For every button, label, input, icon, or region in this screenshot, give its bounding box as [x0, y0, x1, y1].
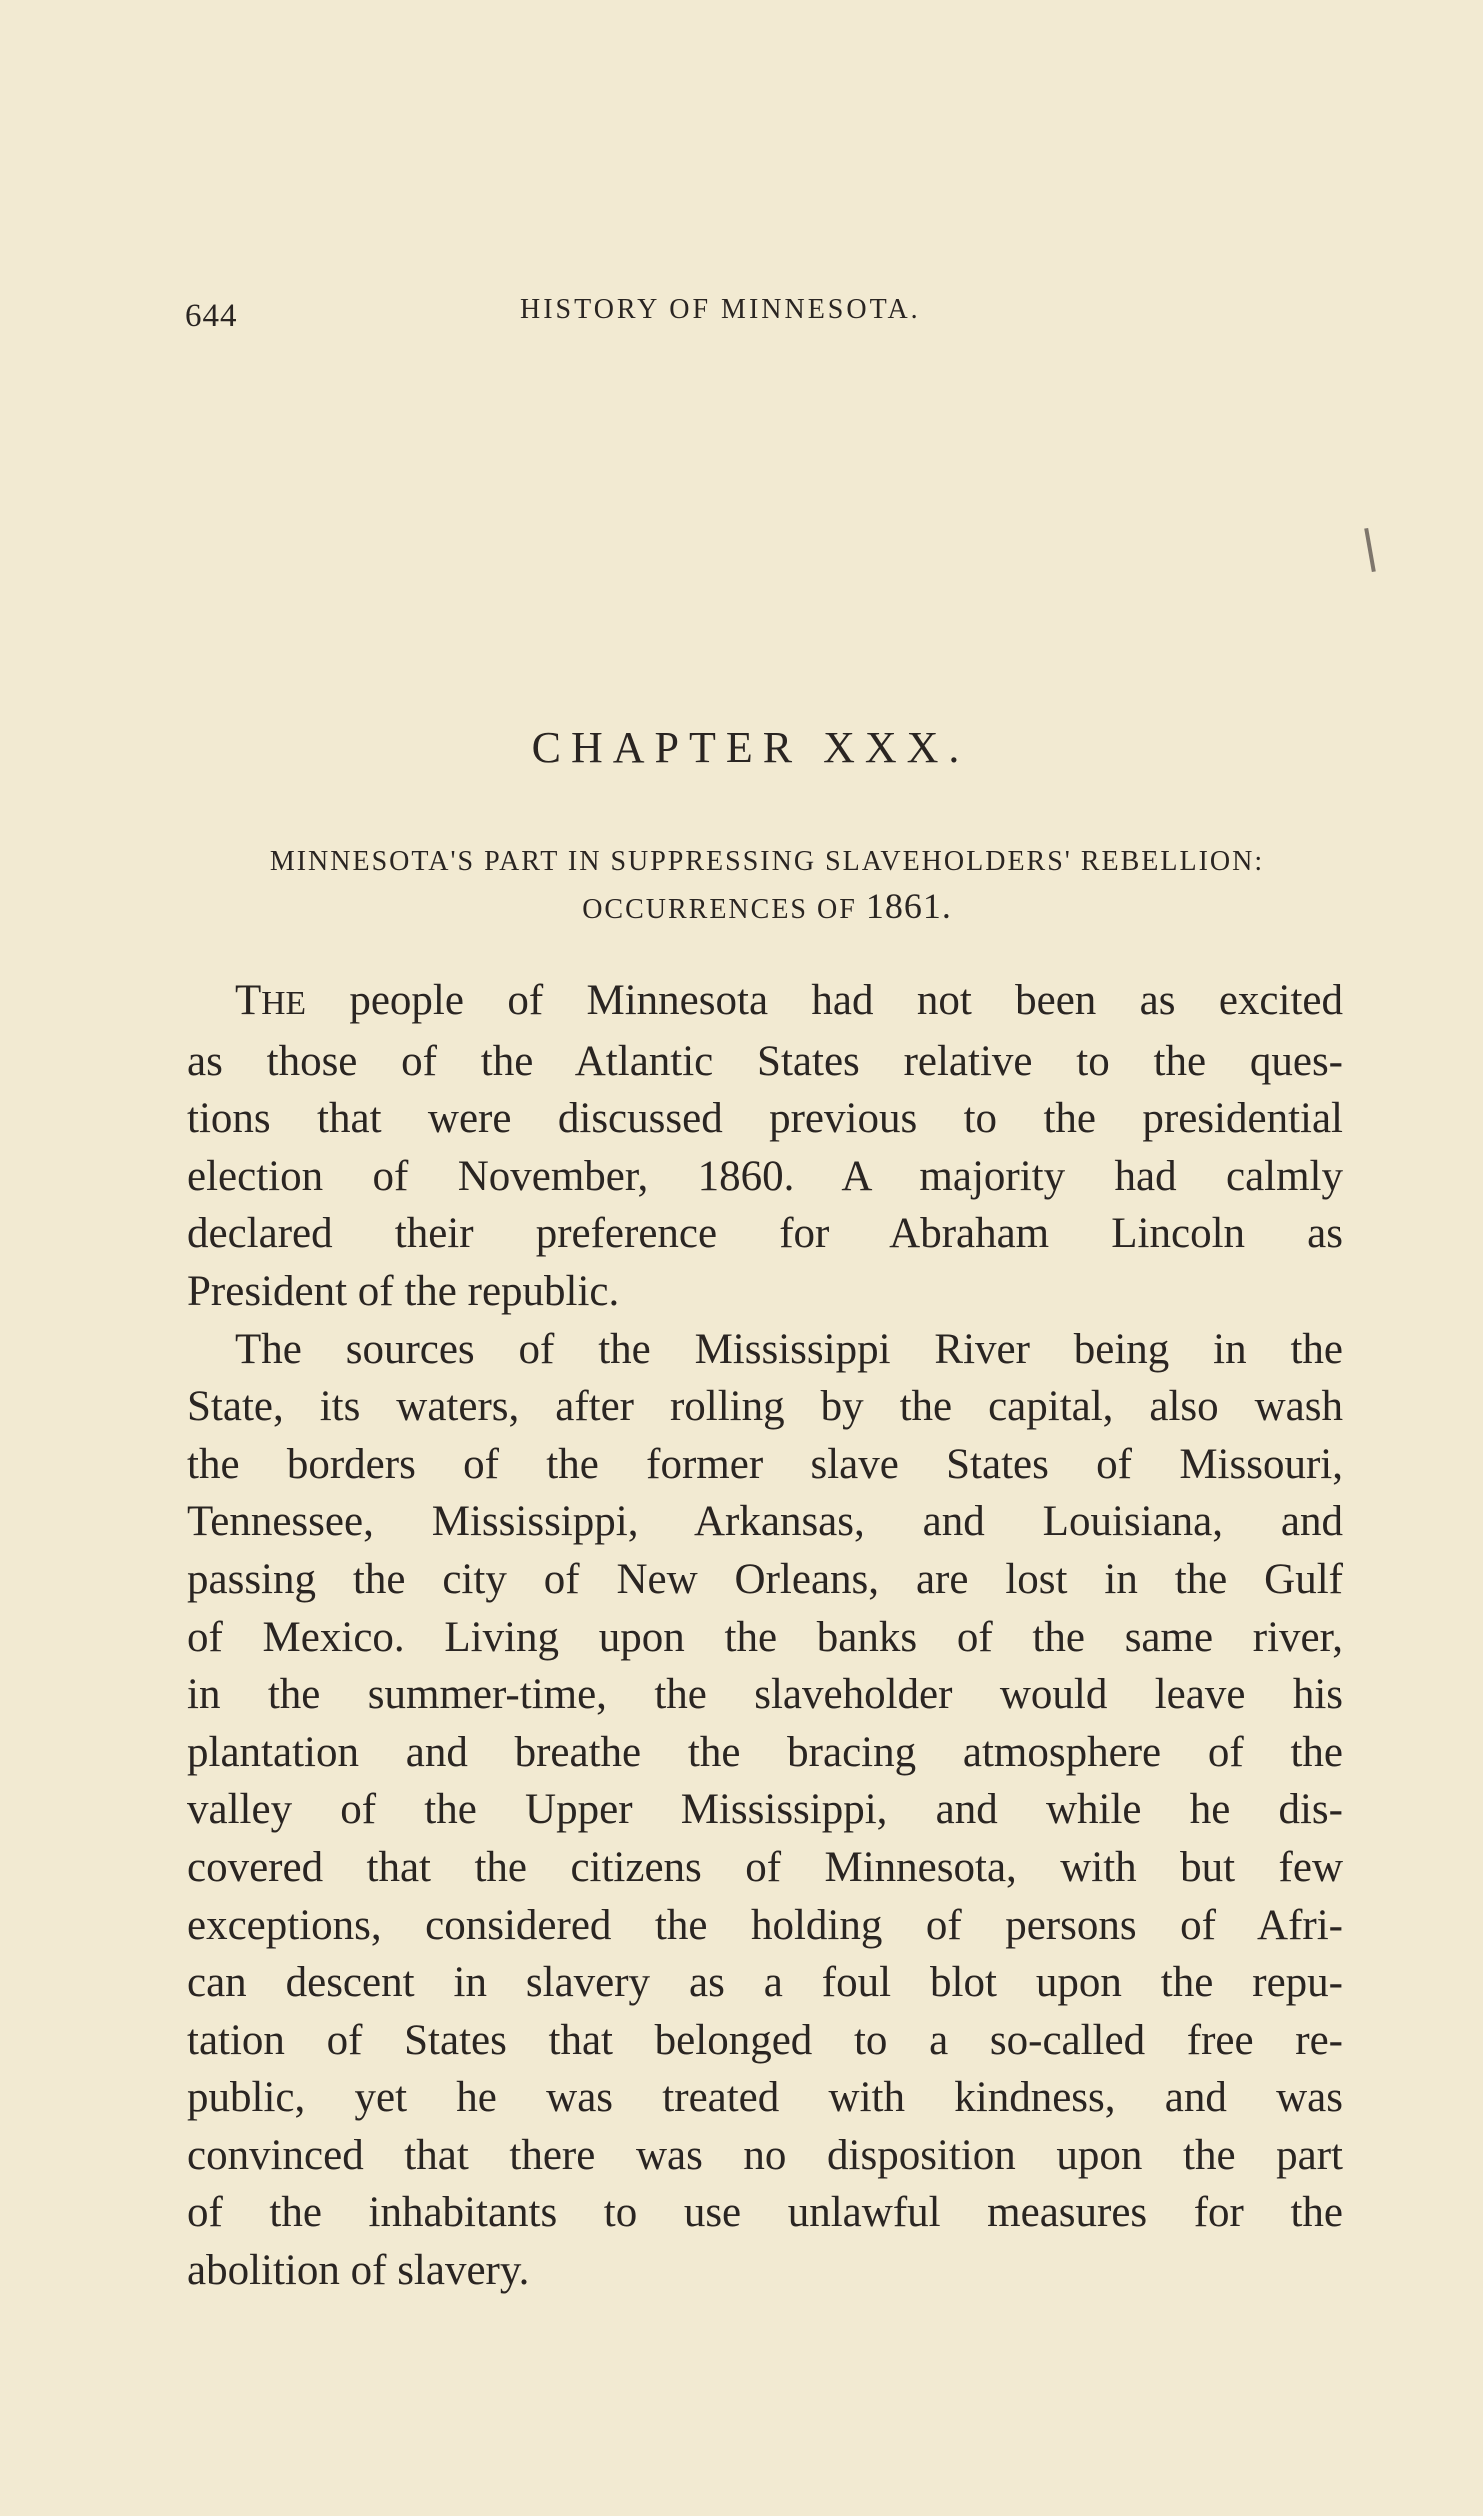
text-line: State, its waters, after rolling by the capital, also wash	[187, 1383, 1343, 1431]
text-line: tions that were discussed previous to the presidential	[187, 1095, 1343, 1143]
text-line: The sources of the Mississippi River being in the	[235, 1325, 1343, 1373]
text-line: valley of the Upper Mississippi, and while he dis-	[187, 1786, 1343, 1834]
paragraph-2	[187, 1321, 1343, 2300]
running-head: HISTORY OF MINNESOTA.	[520, 294, 921, 325]
chapter-subtitle-text: OCCURRENCES OF	[582, 894, 866, 925]
text-line: tation of States that belonged to a so-called free re-	[187, 2016, 1343, 2064]
chapter-subtitle-line-1: MINNESOTA'S PART IN SUPPRESSING SLAVEHOLDERS' REBELLION:	[269, 846, 1265, 877]
text-line: Tennessee, Mississippi, Arkansas, and Louisiana, and	[187, 1498, 1343, 1546]
margin-mark	[1364, 528, 1376, 572]
text-line: THE people of Minnesota had not been as excited	[235, 977, 1343, 1024]
text-line: as those of the Atlantic States relative to the ques-	[187, 1037, 1343, 1085]
chapter-title: CHAPTER XXX.	[531, 723, 970, 772]
chapter-subtitle-year: 1861.	[865, 886, 952, 926]
text-line: convinced that there was no disposition upon the part	[187, 2131, 1343, 2179]
text-line: the borders of the former slave States of Missouri,	[187, 1440, 1343, 1488]
text-line: in the summer-time, the slaveholder would leave his	[187, 1671, 1343, 1719]
paragraph-1	[187, 972, 1343, 1321]
text-line: election of November, 1860. A majority had calmly	[187, 1152, 1343, 1200]
text-line: abolition of slavery.	[187, 2247, 530, 2295]
text-line: can descent in slavery as a foul blot upon the repu-	[187, 1959, 1343, 2007]
text-line: declared their preference for Abraham Lincoln as	[187, 1210, 1343, 1258]
text-line: passing the city of New Orleans, are lost in the Gulf	[187, 1555, 1343, 1603]
page-number: 644	[185, 298, 238, 334]
text-line: of the inhabitants to use unlawful measures for the	[187, 2189, 1343, 2237]
chapter-subtitle-line-2	[187, 884, 1347, 932]
body-text	[187, 972, 1343, 2300]
chapter-subtitle	[187, 840, 1347, 932]
text-line: President of the republic.	[187, 1267, 620, 1315]
text-line: plantation and breathe the bracing atmosphere of the	[187, 1728, 1343, 1776]
text-line: public, yet he was treated with kindness, and was	[187, 2074, 1343, 2122]
text-line: covered that the citizens of Minnesota, with but few	[187, 1843, 1343, 1891]
text-line: exceptions, considered the holding of persons of Afri-	[187, 1901, 1343, 1949]
text-line: of Mexico. Living upon the banks of the same river,	[187, 1613, 1343, 1661]
